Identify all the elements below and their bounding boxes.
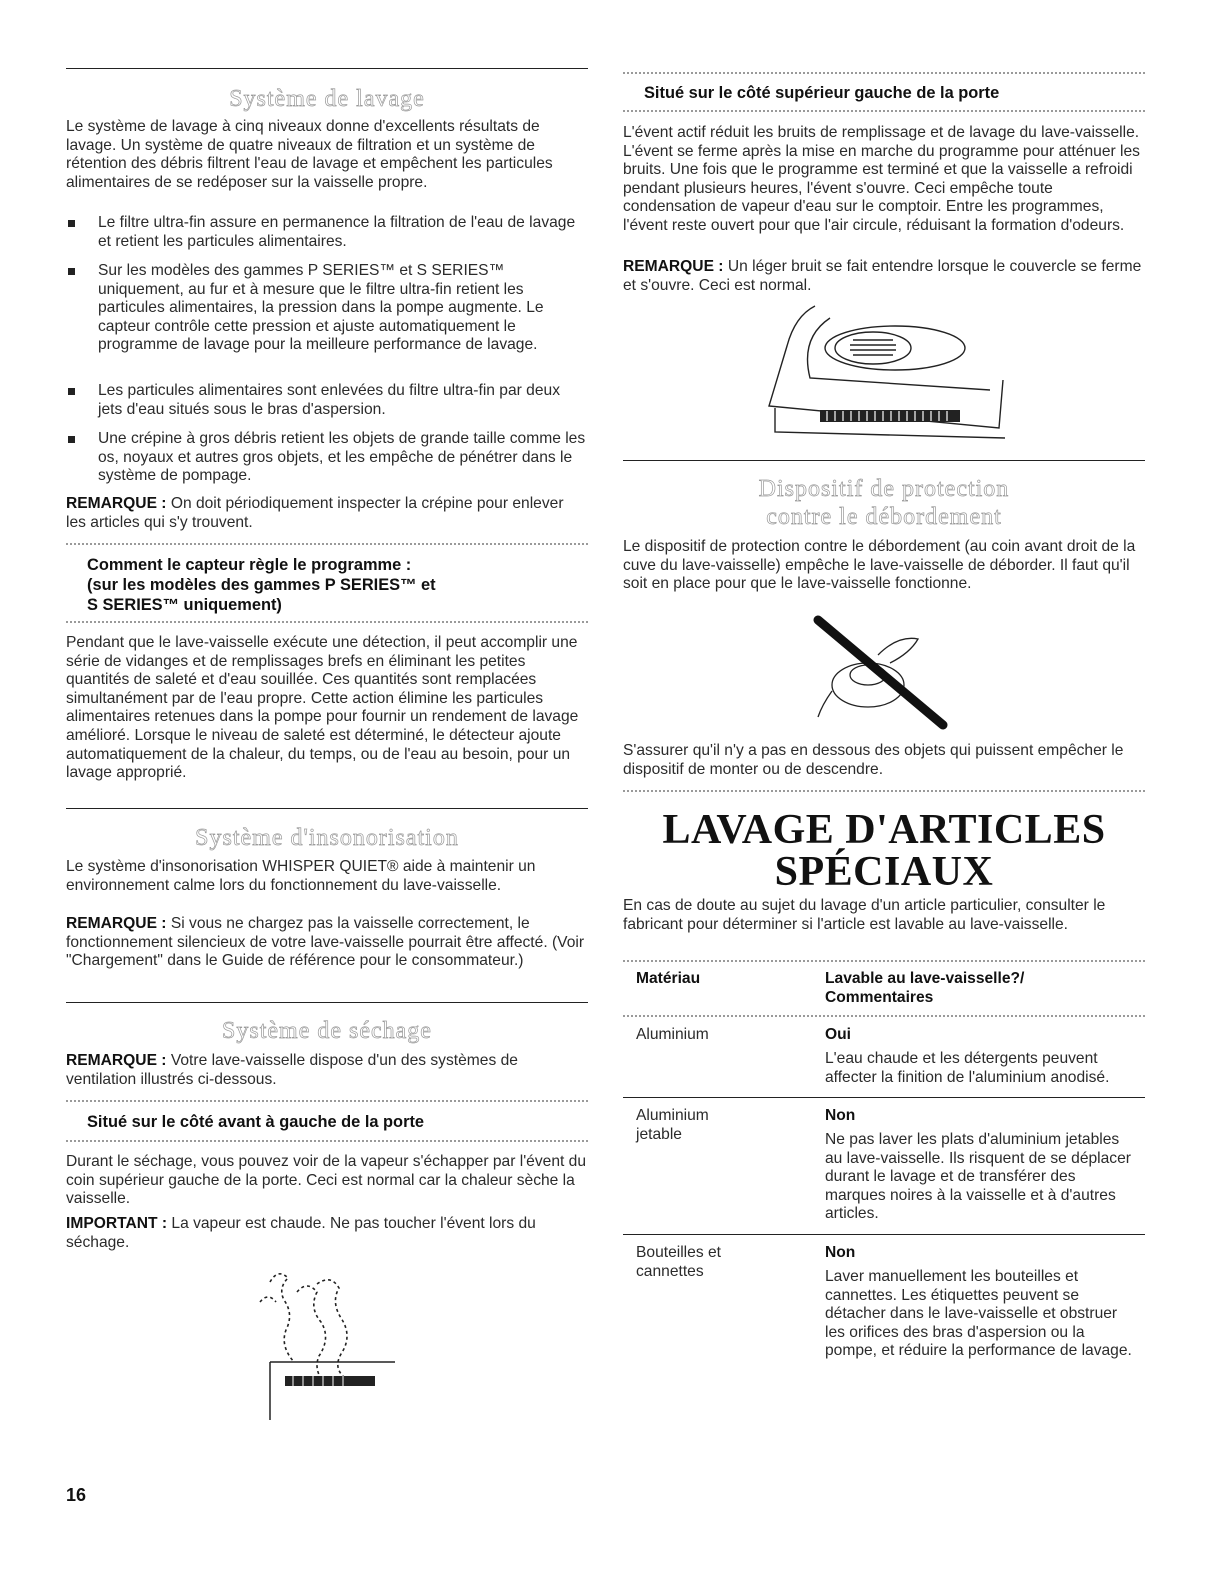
overflow-title-1: Dispositif de protection — [758, 476, 1010, 502]
overflow-title-2: contre le débordement — [766, 504, 1002, 530]
table-top-dotted — [623, 960, 1145, 962]
overflow-after: S'assurer qu'il n'y a pas en dessous des objets qui puissent empêcher le dispositif de monter ou de descendre. — [623, 742, 1124, 778]
bullet-4: Une crépine à gros débris retient les objets de grande taille comme les os, noyaux et autres gros objets, et les empêche de pénétrer dans le système de pompage. — [66, 430, 588, 486]
wash-system-title: Système de lavage — [229, 86, 425, 112]
divider-dotted — [66, 1100, 588, 1102]
note-text: Un léger bruit se fait entendre lorsque le couvercle se ferme et s'ouvre. Ceci est normal. — [623, 258, 1142, 294]
col-header-washable-1: Lavable au lave-vaisselle?/ — [825, 970, 1025, 987]
sensor-heading-1: Comment le capteur règle le programme : — [87, 556, 412, 574]
important-note — [66, 1215, 586, 1252]
divider-dotted — [66, 621, 588, 623]
sensor-heading-2: (sur les modèles des gammes P SERIES™ et — [87, 576, 436, 594]
sensor-body: Pendant que le lave-vaisselle exécute une détection, il peut accomplir une série de vidanges et de remplissages brefs en éliminant les petites quantités de saleté et d'eau souillée. Ces quantités sont remplacées simultanément par de l'eau propre. Cette action élimine les particules alimentaires retenues dans la pompe pour fournir un rendement de lavage amélioré. Lorsque le niveau de saleté est déterminé, le détecteur ajoute automatiquement de la chaleur, du temps, ou de l'eau au besoin, pour un lavage approprié. — [66, 634, 579, 782]
top-vent-note — [623, 258, 1143, 295]
wash-note — [66, 495, 586, 532]
important-label: IMPORTANT : — [66, 1215, 168, 1232]
divider-dotted — [623, 790, 1145, 792]
quiet-note — [66, 915, 586, 971]
note-label: REMARQUE : — [623, 258, 724, 275]
section-rule — [623, 460, 1145, 461]
quiet-title: Système d'insonorisation — [195, 825, 459, 851]
section-rule — [66, 1002, 588, 1003]
divider-dotted — [66, 1140, 588, 1142]
row-1-answer: Oui — [825, 1026, 851, 1043]
bullet-2: Sur les modèles des gammes P SERIES™ et S SERIES™ uniquement, au fur et à mesure que le filtre ultra-fin retient les particules alimentaires, la pression dans la pompe augmente. Le capteur contrôle cette pression et ajuste automatiquement le programme de lavage pour la meilleure performance de lavage. — [66, 262, 588, 355]
special-title-1: LAVAGE D'ARTICLES — [662, 807, 1106, 853]
note-text: Si vous ne chargez pas la vaisselle correctement, le fonctionnement silencieux de votre lave-vaisselle pourrait être affecté. (Voir "Chargement" dans le Guide de référence pour le consommateur.) — [66, 915, 585, 970]
row-1-material: Aluminium — [636, 1026, 709, 1043]
row-3-answer: Non — [825, 1244, 856, 1261]
front-vent-heading: Situé sur le côté avant à gauche de la porte — [87, 1113, 425, 1131]
page-number: 16 — [66, 1485, 87, 1505]
row-2-material: Aluminium jetable — [636, 1107, 709, 1143]
col-header-material: Matériau — [636, 970, 701, 987]
steam-vent-illustration — [255, 1262, 405, 1422]
row-1-comment: L'eau chaude et les détergents peuvent affecter la finition de l'aluminium anodisé. — [825, 1050, 1110, 1086]
note-label: REMARQUE : — [66, 1052, 167, 1069]
bullet-3: Les particules alimentaires sont enlevées du filtre ultra-fin par deux jets d'eau situés sous le bras d'aspersion. — [66, 382, 588, 419]
top-vent-body: L'évent actif réduit les bruits de remplissage et de lavage du lave-vaisselle. L'évent se ferme après la mise en marche du programme pour atténuer les bruits. Une fois que le programme est terminé et que la vaisselle a refroidi pendant plusieurs heures, l'évent s'ouvre. Ceci empêche toute condensation de vapeur d'eau sur le comptoir. Entre les programmes, l'évent reste ouvert pour que l'air circule, réduisant la formation d'odeurs. — [623, 124, 1140, 234]
important-text: La vapeur est chaude. Ne pas toucher l'évent lors du séchage. — [66, 1215, 536, 1251]
table-header-dotted — [623, 1015, 1145, 1017]
wash-system-intro: Le système de lavage à cinq niveaux donne d'excellents résultats de lavage. Un système de quatre niveaux de filtration et un système de rétention des débris filtrent l'eau de lavage et empêchent les particules alimentaires de se redéposer sur la vaisselle propre. — [66, 118, 553, 191]
overflow-body: Le dispositif de protection contre le débordement (au coin avant droit de la cuve du lave-vaisselle) empêche le lave-vaisselle de déborder. Il faut qu'il soit en place pour que le lave-vaisselle fonctionne. — [623, 538, 1136, 593]
note-label: REMARQUE : — [66, 915, 167, 932]
top-vent-heading: Situé sur le côté supérieur gauche de la porte — [644, 84, 1000, 102]
quiet-body: Le système d'insonorisation WHISPER QUIET® aide à maintenir un environnement calme lors du fonctionnement du lave-vaisselle. — [66, 858, 536, 894]
front-vent-body: Durant le séchage, vous pouvez voir de la vapeur s'échapper par l'évent du coin supérieur gauche de la porte. Ceci est normal car la chaleur sèche la vaisselle. — [66, 1153, 586, 1208]
drying-note — [66, 1052, 586, 1089]
special-title-2: SPÉCIAUX — [774, 849, 994, 895]
note-text: On doit périodiquement inspecter la crépine pour enlever les articles qui s'y trouvent. — [66, 495, 564, 531]
table-row-rule — [623, 1097, 1145, 1098]
drying-title: Système de séchage — [222, 1018, 432, 1044]
overflow-device-illustration — [808, 615, 958, 735]
section-rule — [66, 808, 588, 809]
note-label: REMARQUE : — [66, 495, 167, 512]
row-2-answer: Non — [825, 1107, 856, 1124]
sensor-heading-3: S SERIES™ uniquement) — [87, 596, 282, 614]
note-text: Votre lave-vaisselle dispose d'un des systèmes de ventilation illustrés ci-dessous. — [66, 1052, 518, 1088]
row-2-comment: Ne pas laver les plats d'aluminium jetables au lave-vaisselle. Ils risquent de se déplacer durant le lavage et de transférer des marques noires à la vaisselle et à d'autres articles. — [825, 1131, 1131, 1223]
col-header-washable-2: Commentaires — [825, 989, 934, 1006]
divider-dotted — [623, 72, 1145, 74]
divider-dotted — [66, 543, 588, 545]
divider-dotted — [623, 110, 1145, 112]
active-vent-illustration — [755, 298, 1025, 448]
row-3-comment: Laver manuellement les bouteilles et cannettes. Les étiquettes peuvent se détacher dans le lave-vaisselle et obstruer les orifices des bras d'aspersion ou la pompe, et réduire la performance de lavage. — [825, 1268, 1132, 1360]
bullet-1: Le filtre ultra-fin assure en permanence la filtration de l'eau de lavage et retient les particules alimentaires. — [66, 214, 588, 251]
row-3-material: Bouteilles et cannettes — [636, 1244, 721, 1280]
top-rule-left — [66, 68, 588, 69]
special-intro: En cas de doute au sujet du lavage d'un article particulier, consulter le fabricant pour déterminer si l'article est lavable au lave-vaisselle. — [623, 897, 1106, 933]
table-row-rule — [623, 1234, 1145, 1235]
